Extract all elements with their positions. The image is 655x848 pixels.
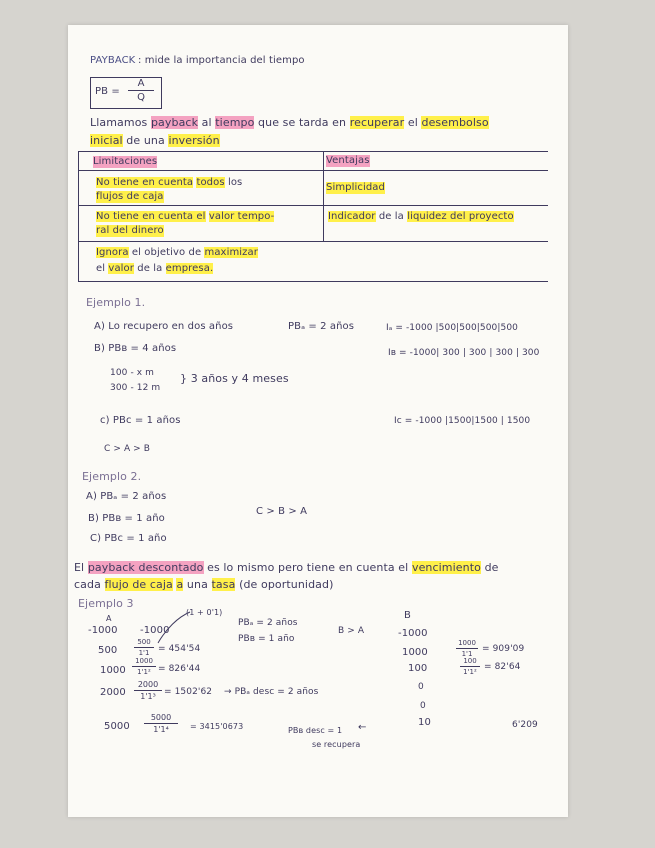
formula-denominator: Q xyxy=(137,92,145,103)
formula-numerator: A xyxy=(137,78,145,89)
ej3-b-last: 6'209 xyxy=(512,720,538,730)
ej3-a-row-2: 1000 xyxy=(100,665,126,676)
table-cell: ral del dinero xyxy=(96,225,164,236)
descontado-line-2: cada flujo de caja a una tasa (de oportunidad) xyxy=(74,578,334,591)
ej3-b-frac-2: 100 1'1² xyxy=(460,657,480,676)
ej1-a: A) Lo recupero en dos años xyxy=(94,321,234,332)
ej2-b: B) PBʙ = 1 año xyxy=(88,513,165,524)
ej1-a-flow: Iₐ = -1000 |500|500|500|500 xyxy=(386,323,518,333)
ej1-c: c) PBc = 1 años xyxy=(100,415,181,426)
ej1-order: C > A > B xyxy=(104,444,151,454)
ej3-b-frac-2-result: = 82'64 xyxy=(484,662,521,672)
ej3-a-row-3: 2000 xyxy=(100,687,126,698)
table-header-limitations: Limitaciones xyxy=(93,156,158,167)
ej3-frac-3-result: = 1502'62 xyxy=(164,687,213,697)
ej3-a-second: -1000 xyxy=(140,625,170,636)
ej3-frac-4-result: = 3415'0673 xyxy=(190,722,244,731)
ej3-pb-b-desc: PBʙ desc = 1 xyxy=(288,726,343,735)
ej3-col-b-label: B xyxy=(404,610,411,621)
ejemplo-1-title: Ejemplo 1. xyxy=(86,296,146,309)
ej1-b: B) PBʙ = 4 años xyxy=(94,343,177,354)
table-cell: Simplicidad xyxy=(326,182,385,193)
formula-fraction xyxy=(128,78,154,103)
ej3-pb-b: PBʙ = 1 año xyxy=(238,634,295,644)
definition-line-1: Llamamos payback al tiempo que se tarda en recuperar el desembolso xyxy=(90,116,489,129)
ej3-b-frac-1-result: = 909'09 xyxy=(482,644,525,654)
ej1-calc-2: 300 - 12 m xyxy=(110,383,161,393)
payback-title: PAYBACK xyxy=(90,55,136,66)
formula-lhs: PB = xyxy=(95,86,120,97)
ej3-arrow-left: ← xyxy=(358,722,367,733)
payback-subtitle: : mide la importancia del tiempo xyxy=(138,55,305,66)
table-header-advantages: Ventajas xyxy=(326,155,370,166)
ej3-frac-3-arrow: → PBₐ desc = 2 años xyxy=(224,687,319,697)
ej3-frac-4: 5000 1'1⁴ xyxy=(144,713,178,734)
ej3-frac-3: 2000 1'1³ xyxy=(134,680,162,701)
ej3-b-row-1: 1000 xyxy=(402,647,428,658)
ej3-recupera: se recupera xyxy=(312,740,361,749)
rate-arrow-icon xyxy=(156,609,196,645)
table-cell: el valor de la empresa. xyxy=(96,263,214,274)
ej3-b-frac-1: 1000 1'1 xyxy=(456,639,478,658)
ej2-a: A) PBₐ = 2 años xyxy=(86,491,167,502)
ej3-b-row-4: 0 xyxy=(420,701,426,711)
ejemplo-2-title: Ejemplo 2. xyxy=(82,470,142,483)
ej3-b-row-5: 10 xyxy=(418,717,431,728)
ej3-frac-2-result: = 826'44 xyxy=(158,664,201,674)
ej3-col-a-label: A xyxy=(106,614,112,623)
ej3-rate-note: (1 + 0'1) xyxy=(186,608,223,617)
ej3-pb-a: PBₐ = 2 años xyxy=(238,618,298,628)
table-row: Ignora el objetivo de maximizar xyxy=(96,247,258,258)
ej3-a-row-1: 500 xyxy=(98,645,118,656)
definition-line-2: inicial de una inversión xyxy=(90,134,220,147)
ej3-a-row-4: 5000 xyxy=(104,721,130,732)
ej1-c-flow: Ic = -1000 |1500|1500 | 1500 xyxy=(394,416,531,426)
ej1-b-flow: Iʙ = -1000| 300 | 300 | 300 | 300 xyxy=(388,348,540,358)
ej3-b-row-3: 0 xyxy=(418,682,424,692)
ej2-order: C > B > A xyxy=(256,506,308,517)
ej3-b-row-0: -1000 xyxy=(398,628,428,639)
ej3-frac-1-result: = 454'54 xyxy=(158,644,201,654)
ej1-calc-result: } 3 años y 4 meses xyxy=(180,372,289,385)
ej3-a-row-0: -1000 xyxy=(88,625,118,636)
table-row: No tiene en cuenta el valor tempo- xyxy=(96,211,275,222)
notebook-page xyxy=(68,25,568,817)
ej1-a-pb: PBₐ = 2 años xyxy=(288,321,355,332)
descontado-line-1: El payback descontado es lo mismo pero tiene en cuenta el vencimiento de xyxy=(74,561,499,574)
table-cell: Indicador de la liquidez del proyecto xyxy=(328,211,514,222)
ej3-frac-2: 1000 1'1² xyxy=(132,657,156,676)
ej1-calc-1: 100 - x m xyxy=(110,368,155,378)
ej2-c: C) PBc = 1 año xyxy=(90,533,167,544)
table-cell: flujos de caja xyxy=(96,191,164,202)
ej3-frac-1: 500 1'1 xyxy=(134,638,154,657)
ejemplo-3-title: Ejemplo 3 xyxy=(78,597,134,610)
ej3-b-row-2: 100 xyxy=(408,663,428,674)
ej3-order: B > A xyxy=(338,626,365,636)
table-row: No tiene en cuenta todos los xyxy=(96,177,243,188)
